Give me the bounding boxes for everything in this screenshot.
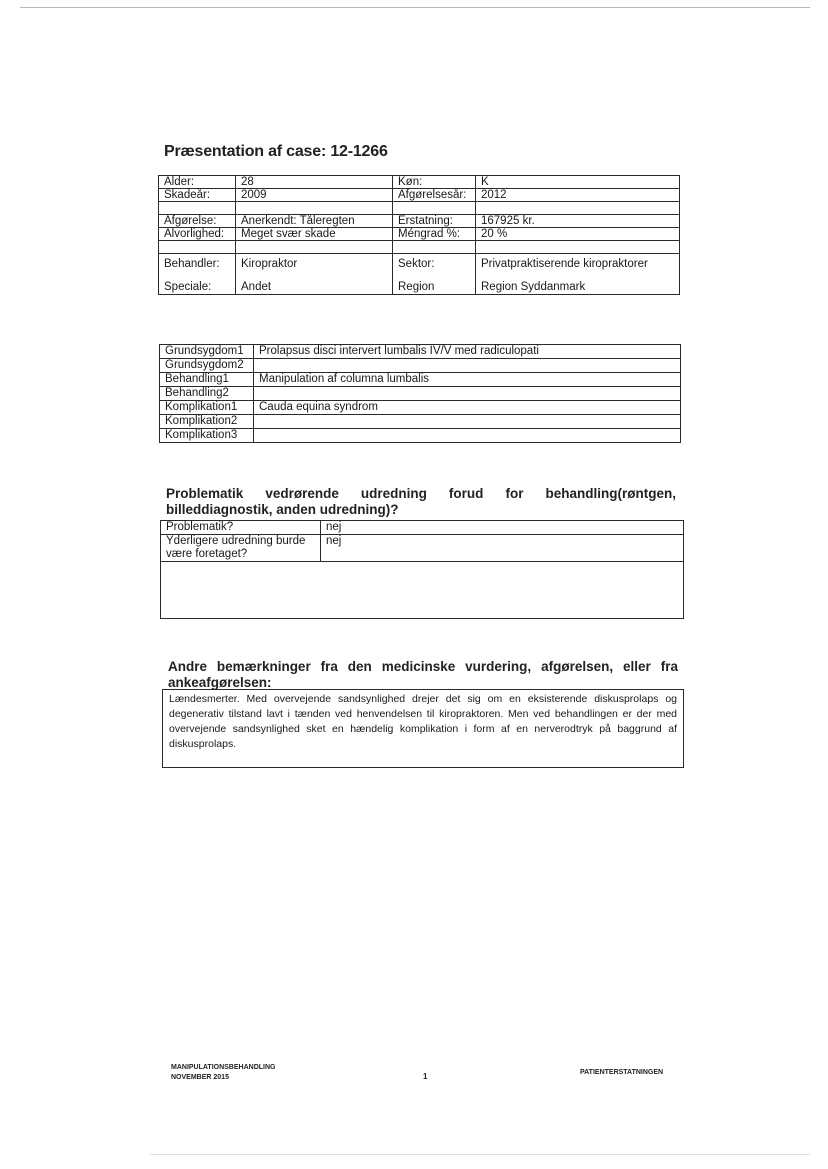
alder-value: 28 (236, 176, 393, 189)
problematik-heading: Problematik vedrørende udredning forud for behandling(røntgen, billeddiagnostik, anden udredning)? (166, 486, 676, 517)
yderligere-udredning-value: nej (321, 535, 684, 562)
remarks-text: Lændesmerter. Med overvejende sandsynlighed drejer det sig om en eksisterende diskusprolaps og degenerativ tilstand lavt i tænden ved henvendelsen til kiropraktoren. Men ved behandlingen er der med overvejende sandsynlighed sket en hændelig komplikation i form af en nerverodtryk på baggrund af diskusprolaps. (162, 689, 684, 768)
table-row (161, 535, 684, 562)
empty-cell (236, 202, 393, 215)
sektor-value: Privatpraktiserende kiropraktorer (481, 258, 648, 270)
page-number: 1 (423, 1072, 428, 1081)
komplikation2-value (254, 415, 681, 429)
komplikation3-value (254, 429, 681, 443)
grundsygdom1-label: Grundsygdom1 (160, 345, 254, 359)
empty-cell (476, 241, 680, 254)
mengrad-value: 20 % (476, 228, 680, 241)
erstatning-value: 167925 kr. (476, 215, 680, 228)
problematik-label: Problematik? (161, 521, 321, 535)
skadeaar-value: 2009 (236, 189, 393, 202)
table-row (160, 401, 681, 415)
diagnosis-table (159, 344, 681, 443)
komplikation1-value: Cauda equina syndrom (254, 401, 681, 415)
empty-cell (236, 241, 393, 254)
sektor-region-labels (393, 254, 476, 295)
afgoerelsesaar-label: Afgørelsesår: (393, 189, 476, 202)
page-top-rule (20, 7, 810, 8)
alder-label: Alder: (159, 176, 236, 189)
problematik-value: nej (321, 521, 684, 535)
skadeaar-label: Skadeår: (159, 189, 236, 202)
footer-organisation: PATIENTERSTATNINGEN (580, 1069, 664, 1076)
problematik-table (160, 520, 684, 619)
afgoerelse-value: Anerkendt: Tåleregten (236, 215, 393, 228)
footer-report-title: MANIPULATIONSBEHANDLING (171, 1064, 276, 1071)
grundsygdom2-value (254, 359, 681, 373)
case-title: Præsentation af case: 12-1266 (164, 143, 388, 160)
behandler-label: Behandler: (164, 258, 220, 270)
empty-cell (476, 202, 680, 215)
remarks-heading: Andre bemærkninger fra den medicinske vurdering, afgørelsen, eller fra ankeafgørelsen: (168, 659, 678, 690)
table-row (161, 562, 684, 619)
afgoerelsesaar-value: 2012 (476, 189, 680, 202)
footer-report-date: NOVEMBER 2015 (171, 1074, 229, 1081)
table-row (160, 373, 681, 387)
koen-value: K (476, 176, 680, 189)
erstatning-label: Erstatning: (393, 215, 476, 228)
alvorlighed-label: Alvorlighed: (159, 228, 236, 241)
table-row (160, 387, 681, 401)
komplikation1-label: Komplikation1 (160, 401, 254, 415)
problematik-empty-area (161, 562, 684, 619)
behandler-speciale-values (236, 254, 393, 295)
yderligere-udredning-label: Yderligere udredning burde være foretaget? (161, 535, 321, 562)
empty-cell (159, 202, 236, 215)
sektor-region-values (476, 254, 680, 295)
behandling1-value: Manipulation af columna lumbalis (254, 373, 681, 387)
komplikation3-label: Komplikation3 (160, 429, 254, 443)
koen-label: Køn: (393, 176, 476, 189)
page-bottom-rule (150, 1154, 810, 1155)
grundsygdom2-label: Grundsygdom2 (160, 359, 254, 373)
table-row (160, 429, 681, 443)
table-row (160, 359, 681, 373)
behandling2-value (254, 387, 681, 401)
komplikation2-label: Komplikation2 (160, 415, 254, 429)
speciale-label: Speciale: (164, 281, 212, 293)
region-value: Region Syddanmark (481, 281, 586, 293)
grundsygdom1-value: Prolapsus disci intervert lumbalis IV/V med radiculopati (254, 345, 681, 359)
behandler-speciale-labels (159, 254, 236, 295)
table-row (160, 415, 681, 429)
footer-left (171, 1063, 275, 1083)
table-row (160, 345, 681, 359)
case-info-table (158, 175, 680, 295)
region-label: Region (398, 281, 435, 293)
afgoerelse-label: Afgørelse: (159, 215, 236, 228)
mengrad-label: Méngrad %: (393, 228, 476, 241)
behandling1-label: Behandling1 (160, 373, 254, 387)
sektor-label: Sektor: (398, 258, 435, 270)
empty-cell (393, 241, 476, 254)
speciale-value: Andet (241, 281, 272, 293)
empty-cell (159, 241, 236, 254)
behandling2-label: Behandling2 (160, 387, 254, 401)
table-row (161, 521, 684, 535)
behandler-value: Kiropraktor (241, 258, 298, 270)
empty-cell (393, 202, 476, 215)
alvorlighed-value: Meget svær skade (236, 228, 393, 241)
